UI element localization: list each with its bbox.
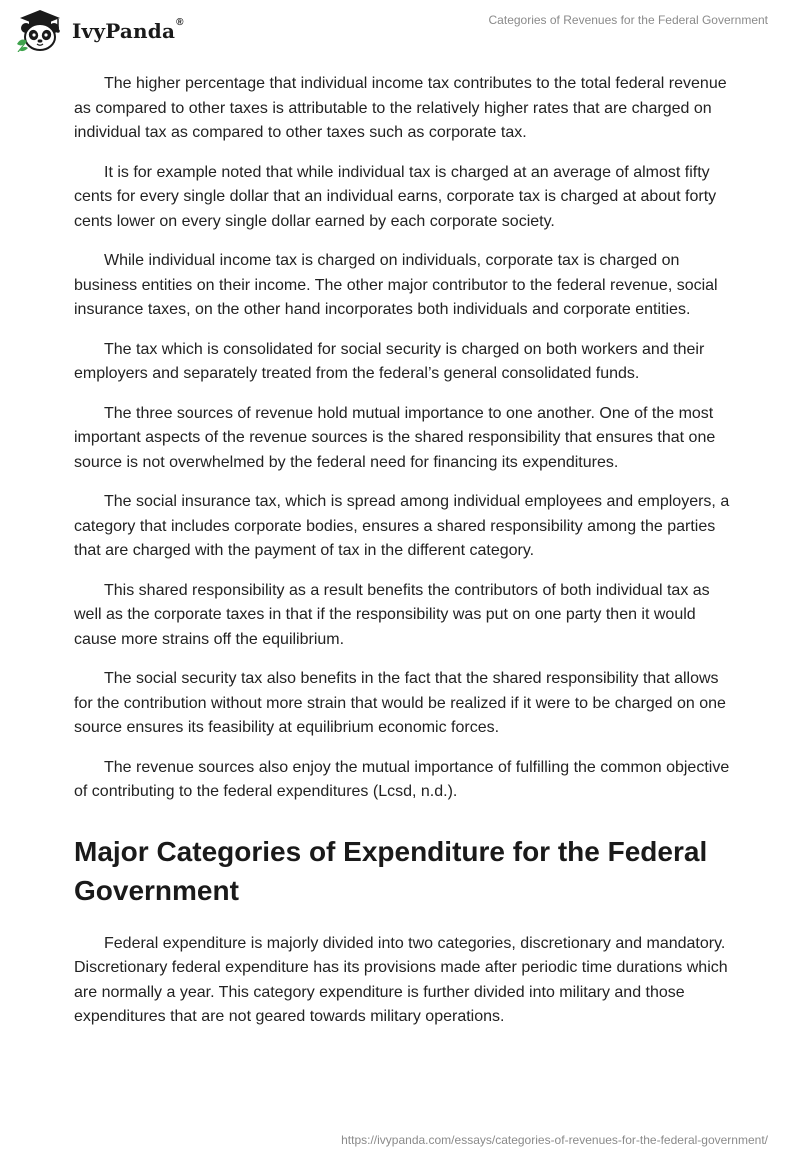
paragraph: The tax which is consolidated for social security is charged on both workers and their employers and separately treated from the federal’s general consolidated funds. — [74, 340, 705, 382]
paragraph: The higher percentage that individual income tax contributes to the total federal revenue as compared to other taxes is attributable to the relatively higher rates that are charged on individual tax as compared to other taxes such as corporate tax. — [74, 75, 727, 141]
article-body — [74, 72, 734, 1045]
paragraph: While individual income tax is charged on individuals, corporate tax is charged on business entities on their income. The other major contributor to the federal revenue, social insurance taxes, on the other hand incorporates both individuals and corporate entities. — [74, 252, 718, 318]
page-header — [0, 0, 800, 60]
registered-mark: ® — [176, 17, 184, 28]
brand-name: IvyPanda® — [72, 17, 184, 43]
paragraph: The social insurance tax, which is spread among individual employees and employers, a category that includes corporate bodies, ensures a shared responsibility among the parties that are charged with the payment of tax in the different category. — [74, 493, 730, 559]
section-heading: Major Categories of Expenditure for the Federal Government — [74, 835, 708, 906]
paragraph: This shared responsibility as a result benefits the contributors of both individual tax as well as the corporate taxes in that if the responsibility was put on one party then it would cause more strains off the equilibrium. — [74, 581, 710, 648]
brand-logo[interactable] — [14, 8, 184, 52]
paragraph: Federal expenditure is majorly divided into two categories, discretionary and mandatory. Discretionary federal expenditure has its provisions made after periodic time durations which are normally a year. This category expenditure is further divided into military and those expenditures that are not geared towards military operations. — [74, 934, 728, 1025]
paragraph: The social security tax also benefits in the fact that the shared responsibility that allows for the contribution without more strain that would be realized if it were to be charged on one source ensures its feasibility at equilibrium economic forces. — [74, 670, 726, 736]
document-title: Categories of Revenues for the Federal Government — [488, 13, 768, 27]
paragraph: The revenue sources also enjoy the mutual importance of fulfilling the common objective of contributing to the federal expenditures (Lcsd, n.d.). — [74, 758, 730, 800]
paragraph: It is for example noted that while individual tax is charged at an average of almost fifty cents for every single dollar that an individual earns, corporate tax is charged at about forty cents lower on every single dollar earned by each corporate society. — [74, 163, 717, 230]
source-url[interactable]: https://ivypanda.com/essays/categories-of-revenues-for-the-federal-government/ — [341, 1133, 768, 1147]
panda-logo-icon — [14, 8, 66, 52]
paragraph: The three sources of revenue hold mutual importance to one another. One of the most important aspects of the revenue sources is the shared responsibility that ensures that one source is not overwhelmed by the federal need for financing its expenditures. — [74, 404, 716, 471]
